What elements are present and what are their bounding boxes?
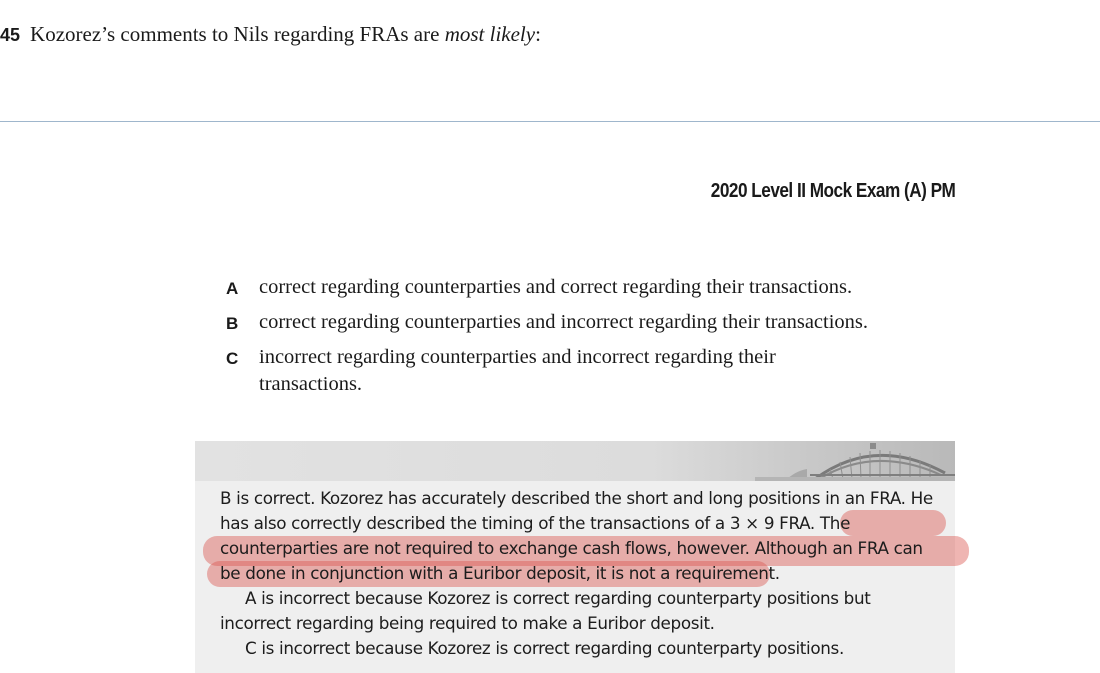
option-text: incorrect regarding counterparties and incorrect regarding their transactions. [259,346,776,395]
option-b[interactable] [226,309,956,337]
option-letter: A [226,279,239,298]
answer-text [220,486,935,661]
option-letter: C [226,349,239,368]
exam-title: 2020 Level II Mock Exam (A) PM [710,180,955,202]
option-text: correct regarding counterparties and correct regarding their transactions. [259,276,853,298]
answer-paragraph-a: A is incorrect because Kozorez is correct regarding counterparty positions but incorrect regarding being required to make a Euribor deposit. [220,588,871,633]
question-stem [0,20,541,49]
question-emphasis: most likely [444,22,536,46]
option-text: correct regarding counterparties and incorrect regarding their transactions. [259,311,869,333]
answer-header-banner [195,441,955,481]
option-c[interactable] [226,344,956,398]
option-letter: B [226,314,239,333]
question-text: Kozorez’s comments to Nils regarding FRAs are [30,22,445,46]
option-a[interactable] [226,274,956,302]
page-divider [0,121,1100,122]
bridge-image [755,441,955,481]
answer-explanation-box [195,441,955,673]
question-number: 45 [0,25,21,45]
answer-options [226,274,956,405]
question-colon: : [535,22,541,46]
answer-paragraph-c: C is incorrect because Kozorez is correct regarding counterparty positions. [245,638,844,658]
answer-paragraph-correct: B is correct. Kozorez has accurately described the short and long positions in an FRA. He has also correctly described the timing of the transactions of a 3 × 9 FRA. The counterparties are not required to exchange cash flows, however. Although an FRA can be done in conjunction with a Euribor deposit, it is not a requirement. [220,488,933,583]
